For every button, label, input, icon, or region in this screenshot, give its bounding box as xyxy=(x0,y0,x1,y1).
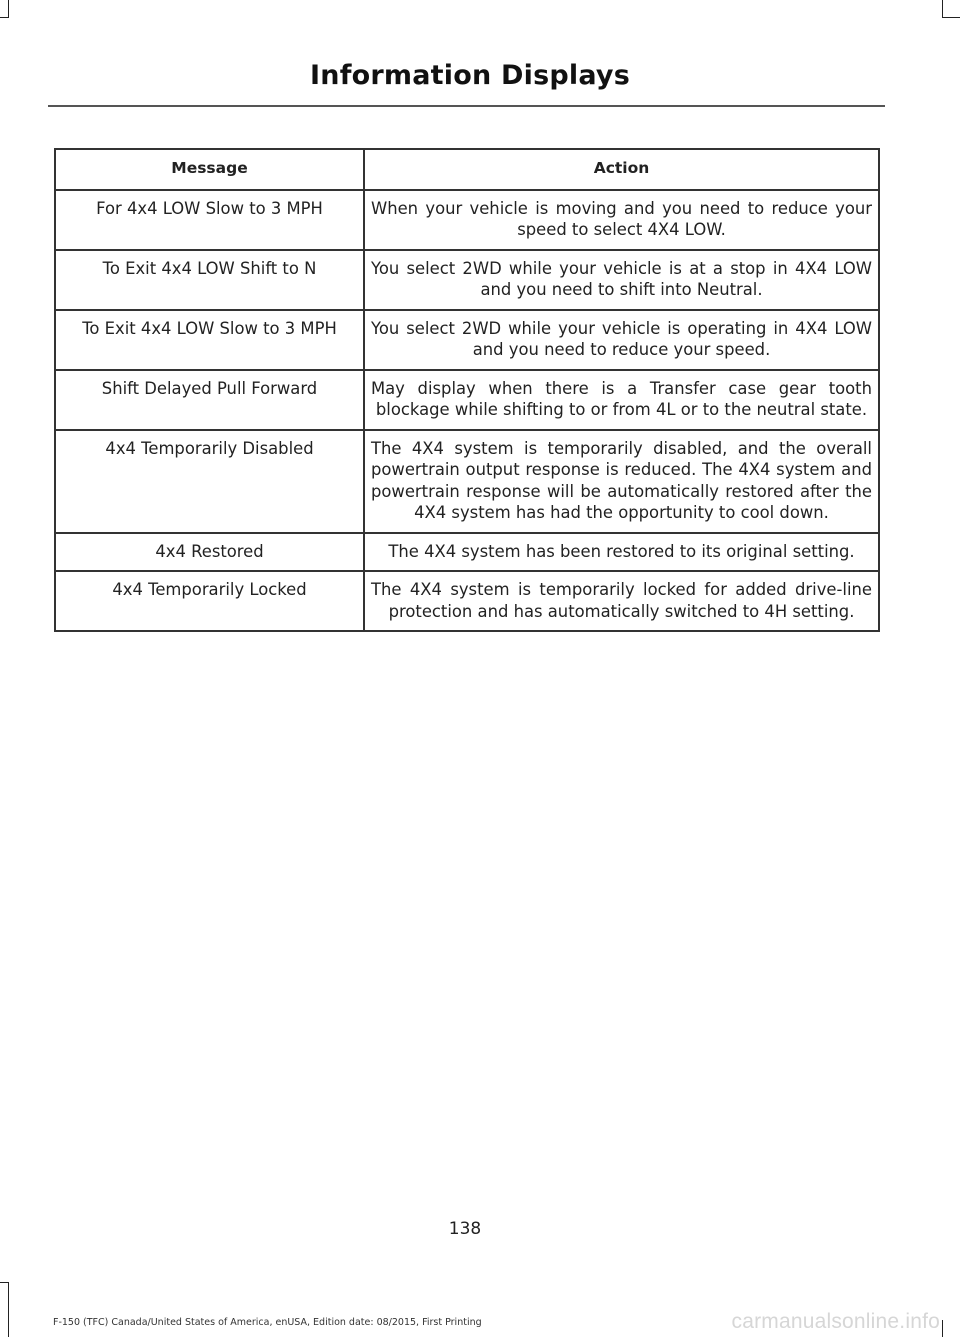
action-cell: You select 2WD while your vehicle is operating in 4X4 LOW and you need to reduce your speed. xyxy=(364,310,879,370)
page-number: 138 xyxy=(448,1219,482,1239)
action-cell: The 4X4 system has been restored to its original setting. xyxy=(364,533,879,572)
crop-mark-top-left-h xyxy=(0,17,9,18)
crop-mark-top-left xyxy=(8,0,9,18)
action-cell: When your vehicle is moving and you need to reduce your speed to select 4X4 LOW. xyxy=(364,190,879,250)
message-cell: To Exit 4x4 LOW Slow to 3 MPH xyxy=(55,310,364,370)
crop-mark-top-right xyxy=(942,0,943,18)
column-header-action: Action xyxy=(364,149,879,190)
table-row xyxy=(55,533,879,572)
footer-edition-text: F-150 (TFC) Canada/United States of America, enUSA, Edition date: 08/2015, First Printing xyxy=(53,1317,482,1328)
message-cell: 4x4 Temporarily Disabled xyxy=(55,430,364,533)
header-divider xyxy=(48,105,885,107)
message-cell: Shift Delayed Pull Forward xyxy=(55,370,364,430)
table-header-row xyxy=(55,149,879,190)
watermark: carmanualsonline.info xyxy=(731,1310,940,1333)
crop-mark-bottom-right xyxy=(942,1320,943,1337)
table-row xyxy=(55,190,879,250)
message-cell: 4x4 Restored xyxy=(55,533,364,572)
table-row xyxy=(55,250,879,310)
action-cell: You select 2WD while your vehicle is at a stop in 4X4 LOW and you need to shift into Neutral. xyxy=(364,250,879,310)
table-row xyxy=(55,571,879,631)
crop-mark-bottom-left-h xyxy=(0,1282,9,1283)
message-cell: For 4x4 LOW Slow to 3 MPH xyxy=(55,190,364,250)
message-cell: 4x4 Temporarily Locked xyxy=(55,571,364,631)
crop-mark-bottom-left xyxy=(8,1282,9,1337)
message-cell: To Exit 4x4 LOW Shift to N xyxy=(55,250,364,310)
column-header-message: Message xyxy=(55,149,364,190)
table-row xyxy=(55,310,879,370)
table-row xyxy=(55,370,879,430)
messages-table xyxy=(54,148,880,632)
action-cell: May display when there is a Transfer case gear tooth blockage while shifting to or from 4L or to the neutral state. xyxy=(364,370,879,430)
action-cell: The 4X4 system is temporarily disabled, and the overall powertrain output response is reduced. The 4X4 system and powertrain response will be automatically restored after the 4X4 system has had the opportunity to cool down. xyxy=(364,430,879,533)
action-cell: The 4X4 system is temporarily locked for added drive-line protection and has automatically switched to 4H setting. xyxy=(364,571,879,631)
crop-mark-top-right-h xyxy=(942,17,960,18)
page-title: Information Displays xyxy=(310,60,630,91)
table-row xyxy=(55,430,879,533)
